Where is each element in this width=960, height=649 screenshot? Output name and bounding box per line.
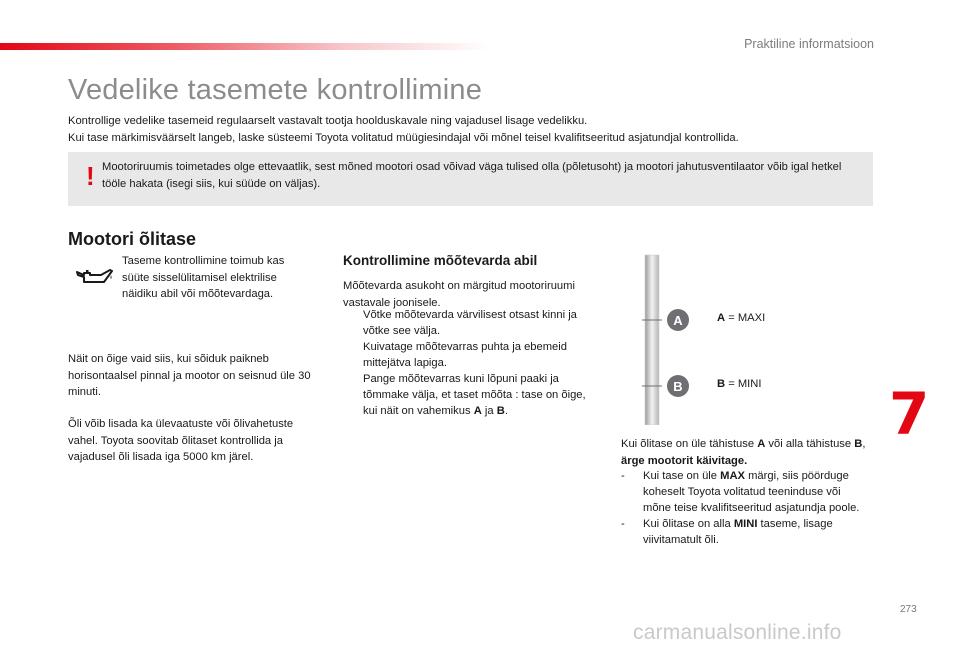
mark-a-value: = MAXI <box>725 312 766 324</box>
list-item <box>343 339 603 371</box>
oil-section-title: Mootori õlitase <box>68 229 197 249</box>
header-accent-bar <box>0 43 490 50</box>
text-run: Kui õlitase on alla <box>643 518 734 530</box>
page-title: Vedelike tasemete kontrollimine <box>68 74 483 106</box>
mark-b-value: = MINI <box>725 378 762 390</box>
text-run: B <box>854 438 863 450</box>
oil-level-description: Taseme kontrollimine toimub kas süüte sisselülitamisel elektrilise näidiku abil või mõõtevardaga. <box>122 255 285 300</box>
text-run: , <box>862 438 866 450</box>
dipstick-intro: Mõõtevarda asukoht on märgitud mootoriruumi vastavale joonisele. <box>343 280 575 309</box>
check-conditions-note: Näit on õige vaid siis, kui sõiduk paikneb horisontaalsel pinnal ja mootor on seisnud üle 30 minuti. <box>68 353 311 398</box>
list-item <box>621 516 871 548</box>
intro-paragraph <box>68 113 868 147</box>
list-item <box>343 307 603 339</box>
text-run: ärge mootorit käivitage. <box>621 454 748 467</box>
chapter-number: 7 <box>889 380 930 448</box>
text-run: MAX <box>720 470 745 482</box>
intro-line-1: Kontrollige vedelike tasemeid regulaarselt vastavalt tootja hoolduskavale ning vajadusel lisage vedelikku. <box>68 115 588 127</box>
oil-add-note: Õli võib lisada ka ülevaatuste või õlivahetuste vahel. Toyota soovitab õlitaset kontrollida ja vajadusel õli lisada iga 5000 km järel. <box>68 418 294 463</box>
text-run: või alla tähistuse <box>765 438 855 450</box>
watermark: carmanualsonline.info <box>633 621 842 644</box>
dipstick-illustration <box>600 250 780 425</box>
dipstick-section-title: Kontrollimine mõõtevarda abil <box>343 253 538 268</box>
section-header: Praktiline informatsioon <box>744 37 874 51</box>
dash-bullet: - <box>621 518 625 530</box>
mark-a-ref: A <box>473 405 482 417</box>
text-run: A <box>757 438 766 450</box>
list-item <box>621 468 871 516</box>
step-text: Kuivatage mõõtevarras puhta ja ebemeid mittejätva lapiga. <box>363 341 567 369</box>
page-number: 273 <box>900 604 917 615</box>
step-text: Võtke mõõtevarda värvilisest otsast kinni ja võtke see välja. <box>363 309 577 337</box>
dipstick-rod <box>645 255 659 425</box>
badge-b <box>667 375 689 397</box>
mark-b-key: B <box>717 378 726 390</box>
level-warning-intro <box>621 436 871 469</box>
warning-box <box>68 152 873 206</box>
list-item <box>343 371 603 419</box>
dash-bullet: - <box>621 470 625 482</box>
dipstick-steps <box>343 307 603 419</box>
min-mark-label <box>717 378 761 390</box>
warning-text: Mootoriruumis toimetades olge ettevaatlik, sest mõned mootori osad võivad väga tulised olla (põletusoht) ja mootori jahutusventilaator võib igal hetkel tööle hakata (isegi siis, kui süüde on väljas). <box>102 161 842 190</box>
step-text: Pange mõõtevarras kuni lõpuni paaki ja tõmmake välja, et taset mõõta : tase on õige, kui näit on vahemikus <box>363 373 586 417</box>
mark-a-key: A <box>717 312 726 324</box>
oil-can-icon <box>74 266 114 290</box>
svg-text:A: A <box>673 313 683 328</box>
text-run: MINI <box>733 518 758 530</box>
text-run: märgi, siis pöörduge koheselt Toyota volitatud teeninduse või mõne teise kvalifitseeritud asjatundja poole. <box>643 470 860 514</box>
badge-a <box>667 309 689 331</box>
step-text: . <box>504 405 508 417</box>
intro-line-2: Kui tase märkimisväärselt langeb, laske süsteemi Toyota volitatud müügiesindajal või mõnel teisel kvalifitseeritud asjatundjal kontrollida. <box>68 132 739 144</box>
exclamation-icon: ! <box>86 161 95 191</box>
text-run: taseme, lisage viivitamatult õli. <box>643 518 833 546</box>
level-instructions <box>621 468 871 548</box>
mark-b-ref: B <box>496 405 505 417</box>
text-run: Kui õlitase on üle tähistuse <box>621 438 758 450</box>
text-run: Kui tase on üle <box>643 470 721 482</box>
max-mark-label <box>717 312 765 324</box>
svg-text:B: B <box>673 379 683 394</box>
step-text: ja <box>481 405 497 417</box>
